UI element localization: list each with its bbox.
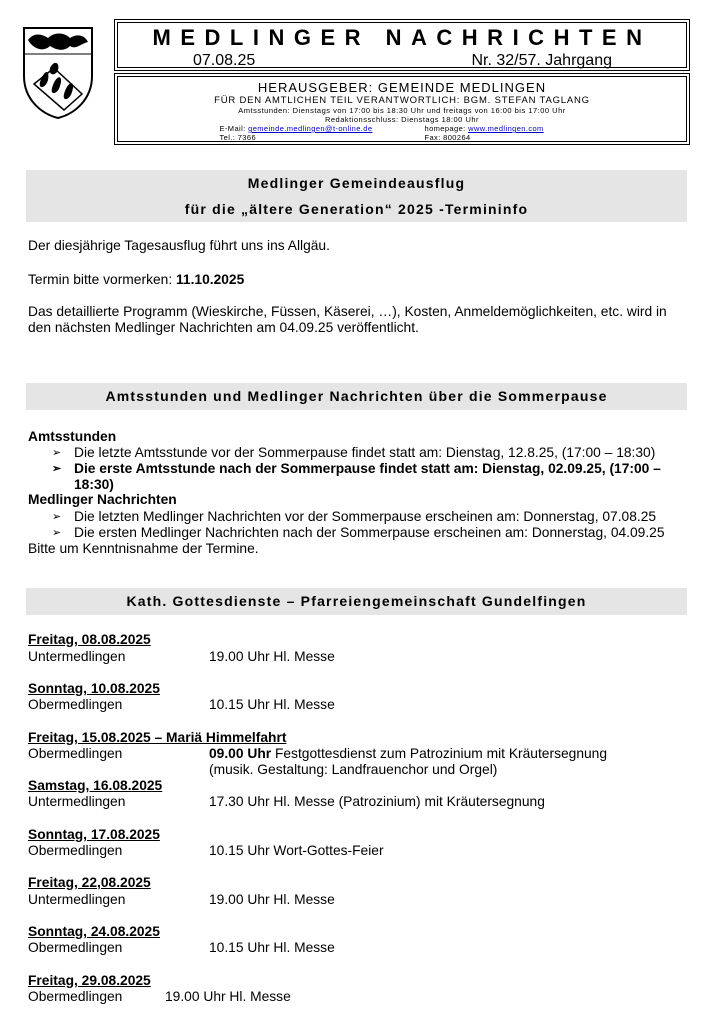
service-location: Obermedlingen: [28, 940, 123, 955]
service-date: Sonntag, 24.08.2025: [28, 924, 160, 939]
service-time: 19.00 Uhr Hl. Messe: [209, 892, 335, 907]
email-label: E-Mail:: [219, 124, 246, 133]
service-location: Untermedlingen: [28, 794, 126, 809]
deadline-line: Redaktionsschluss: Dienstags 18:00 Uhr: [324, 115, 480, 124]
service-time: 10.15 Uhr Wort-Gottes-Feier: [209, 843, 384, 858]
publisher-box: [114, 73, 690, 145]
service-time: 19.00 Uhr Hl. Messe: [165, 989, 291, 1004]
list-item: [52, 461, 688, 493]
service-location: Obermedlingen: [28, 989, 123, 1004]
service-location: Obermedlingen: [28, 843, 123, 858]
issue-number: Nr. 32/57. Jahrgang: [471, 52, 612, 69]
arrowhead-bullet-icon: ➢: [52, 463, 62, 475]
list-item-text: Die ersten Medlinger Nachrichten nach der Sommerpause erscheinen am: Donnerstag, 04.09.25: [74, 525, 665, 540]
service-date: Sonntag, 17.08.2025: [28, 827, 160, 842]
service-location: Untermedlingen: [28, 892, 126, 907]
responsible-line: FÜR DEN AMTLICHEN TEIL VERANTWORTLICH: BGM. STEFAN TAGLANG: [214, 95, 590, 106]
excursion-details: Das detaillierte Programm (Wieskirche, Füssen, Käserei, …), Kosten, Anmeldemöglichkeiten, etc. wird in den nächsten Medlinger Nachrichten am 04.09.25 veröffentlicht.: [28, 304, 667, 335]
contact-row-1: [118, 124, 686, 133]
service-music-note: (musik. Gestaltung: Landfrauenchor und Orgel): [209, 762, 498, 777]
arrowhead-bullet-icon: ➢: [52, 527, 62, 539]
telephone: Tel.: 7366: [219, 133, 257, 142]
section-heading-excursion: [26, 170, 687, 222]
excursion-date-line: [28, 272, 688, 288]
excursion-date-label: Termin bitte vormerken:: [28, 272, 176, 287]
acknowledgement-note: Bitte um Kenntnisnahme der Termine.: [28, 541, 259, 556]
service-description: Festgottesdienst zum Patrozinium mit Kräutersegnung: [271, 746, 608, 761]
contact-row-2: [118, 133, 686, 142]
email-link[interactable]: gemeinde.medlingen@t-online.de: [248, 124, 373, 133]
masthead-title-box: [114, 19, 690, 71]
service-time-bold: 09.00 Uhr: [209, 746, 272, 761]
service-time: 10.15 Uhr Hl. Messe: [209, 940, 335, 955]
fax: Fax: 800264: [424, 133, 471, 142]
service-date: Freitag, 29.08.2025: [28, 973, 151, 988]
service-date: Samstag, 16.08.2025: [28, 778, 163, 793]
homepage-label: homepage:: [424, 124, 466, 133]
service-location: Obermedlingen: [28, 746, 123, 761]
list-item: [52, 509, 688, 525]
list-item: [52, 445, 688, 461]
arrowhead-bullet-icon: ➢: [52, 447, 62, 459]
list-item-text: Die letzte Amtsstunde vor der Sommerpause findet statt am: Dienstag, 12.8.25, (17:00 – 18:30): [74, 445, 656, 460]
service-time: [209, 746, 607, 762]
issue-date: 07.08.25: [193, 52, 256, 69]
list-item-text: Die letzten Medlinger Nachrichten vor der Sommerpause erscheinen am: Donnerstag, 07.08.25: [74, 509, 657, 524]
list-item-text: Die erste Amtsstunde nach der Sommerpause findet statt am: Dienstag, 02.09.25, (17:00 – 18:30): [74, 461, 661, 492]
section-heading-summer-break: Amtsstunden und Medlinger Nachrichten über die Sommerpause: [26, 383, 687, 410]
section-heading-excursion-line2: für die „ältere Generation“ 2025 -Termininfo: [184, 201, 529, 217]
excursion-intro: Der diesjährige Tagesausflug führt uns ins Allgäu.: [28, 238, 330, 253]
section-heading-church-services: Kath. Gottesdienste – Pfarreiengemeinschaft Gundelfingen: [26, 588, 687, 615]
arrowhead-bullet-icon: ➢: [52, 511, 62, 523]
excursion-date: 11.10.2025: [175, 272, 245, 287]
coat-of-arms-icon: [20, 24, 96, 120]
service-date: Sonntag, 10.08.2025: [28, 681, 160, 696]
service-time: 19.00 Uhr Hl. Messe: [209, 649, 335, 664]
publisher-line: HERAUSGEBER: GEMEINDE MEDLINGEN: [257, 80, 547, 95]
newsletter-subheading: Medlinger Nachrichten: [28, 492, 177, 507]
service-date: Freitag, 15.08.2025 – Mariä Himmelfahrt: [28, 730, 287, 745]
section-heading-excursion-line1: Medlinger Gemeindeausflug: [247, 175, 466, 191]
office-hours-line: Amtsstunden: Dienstags von 17:00 bis 18:30 Uhr und freitags von 16:00 bis 17:00 Uhr: [238, 106, 566, 115]
service-date: Freitag, 08.08.2025: [28, 632, 151, 647]
service-date: Freitag, 22,08.2025: [28, 875, 151, 890]
office-hours-subheading: Amtsstunden: [28, 429, 117, 444]
service-location: Untermedlingen: [28, 649, 126, 664]
service-time: 10.15 Uhr Hl. Messe: [209, 697, 335, 712]
list-item: [52, 525, 688, 541]
homepage-link[interactable]: www.medlingen.com: [468, 124, 544, 133]
newspaper-title: MEDLINGER NACHRICHTEN: [152, 25, 652, 50]
service-location: Obermedlingen: [28, 697, 123, 712]
service-time: 17.30 Uhr Hl. Messe (Patrozinium) mit Kräutersegnung: [209, 794, 545, 809]
